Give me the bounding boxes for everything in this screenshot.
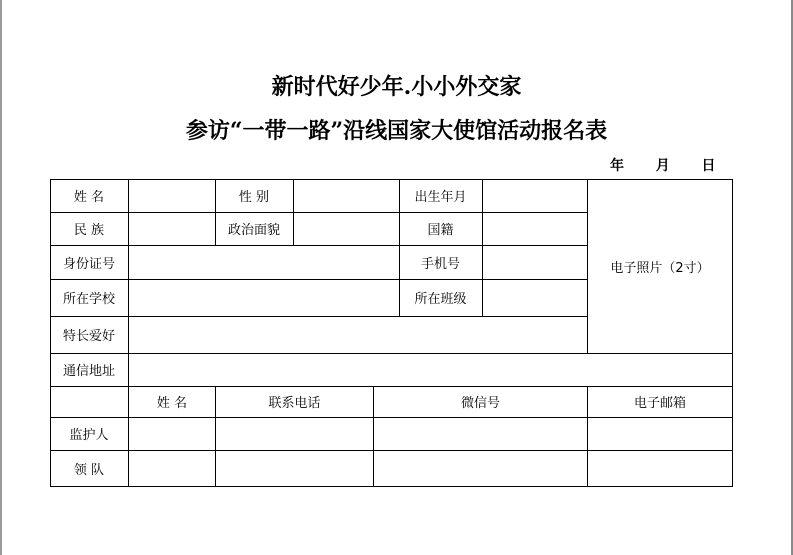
field-class[interactable]: [483, 279, 587, 316]
label-school: 所在学校: [62, 292, 115, 307]
field-name[interactable]: [129, 179, 215, 212]
form-title-line2: 参访“一带一路”沿线国家大使馆活动报名表: [185, 118, 608, 144]
label-phone: 手机号: [420, 256, 460, 272]
label-nationality: 国籍: [427, 223, 454, 238]
table-border-right: [732, 179, 733, 487]
header-contact-name: 姓 名: [156, 396, 188, 411]
field-leader-phone[interactable]: [216, 450, 373, 486]
label-id-number: 身份证号: [62, 256, 115, 272]
label-name: 姓 名: [73, 190, 105, 205]
header-email: 电子邮箱: [633, 396, 686, 411]
label-ethnicity: 民 族: [73, 223, 105, 238]
label-birth: 出生年月: [414, 190, 467, 205]
field-guardian-wechat[interactable]: [374, 417, 587, 450]
field-id-number[interactable]: [129, 245, 399, 279]
photo-box[interactable]: 电子照片（2寸）: [610, 260, 710, 276]
field-hobbies[interactable]: [129, 316, 587, 353]
label-political-status: 政治面貌: [227, 223, 280, 238]
form-title-line1: 新时代好少年.小小外交家: [271, 74, 522, 100]
field-school[interactable]: [129, 279, 399, 316]
field-leader-email[interactable]: [588, 450, 732, 486]
label-class: 所在班级: [414, 292, 467, 307]
field-leader-name[interactable]: [129, 450, 215, 486]
field-leader-wechat[interactable]: [374, 450, 587, 486]
date-day-label: 日: [701, 158, 716, 174]
field-nationality[interactable]: [483, 212, 587, 245]
date-month-label: 月: [655, 158, 670, 174]
date-year-label: 年: [610, 158, 624, 174]
label-gender: 性 别: [238, 190, 270, 205]
label-address: 通信地址: [62, 364, 115, 379]
field-guardian-email[interactable]: [588, 417, 732, 450]
field-gender[interactable]: [294, 179, 399, 212]
field-phone[interactable]: [483, 245, 587, 279]
field-guardian-phone[interactable]: [216, 417, 373, 450]
field-address[interactable]: [129, 353, 732, 386]
date-line: [610, 155, 716, 175]
field-ethnicity[interactable]: [129, 212, 215, 245]
table-border-bottom: [50, 486, 733, 487]
label-leader: 领 队: [73, 462, 105, 478]
field-political-status[interactable]: [294, 212, 399, 245]
header-wechat: 微信号: [460, 396, 500, 411]
field-birth[interactable]: [483, 179, 587, 212]
registration-form-table: [50, 179, 733, 487]
label-hobbies: 特长爱好: [62, 329, 115, 344]
header-contact-phone: 联系电话: [268, 396, 321, 411]
field-guardian-name[interactable]: [129, 417, 215, 450]
label-guardian: 监护人: [69, 428, 109, 443]
